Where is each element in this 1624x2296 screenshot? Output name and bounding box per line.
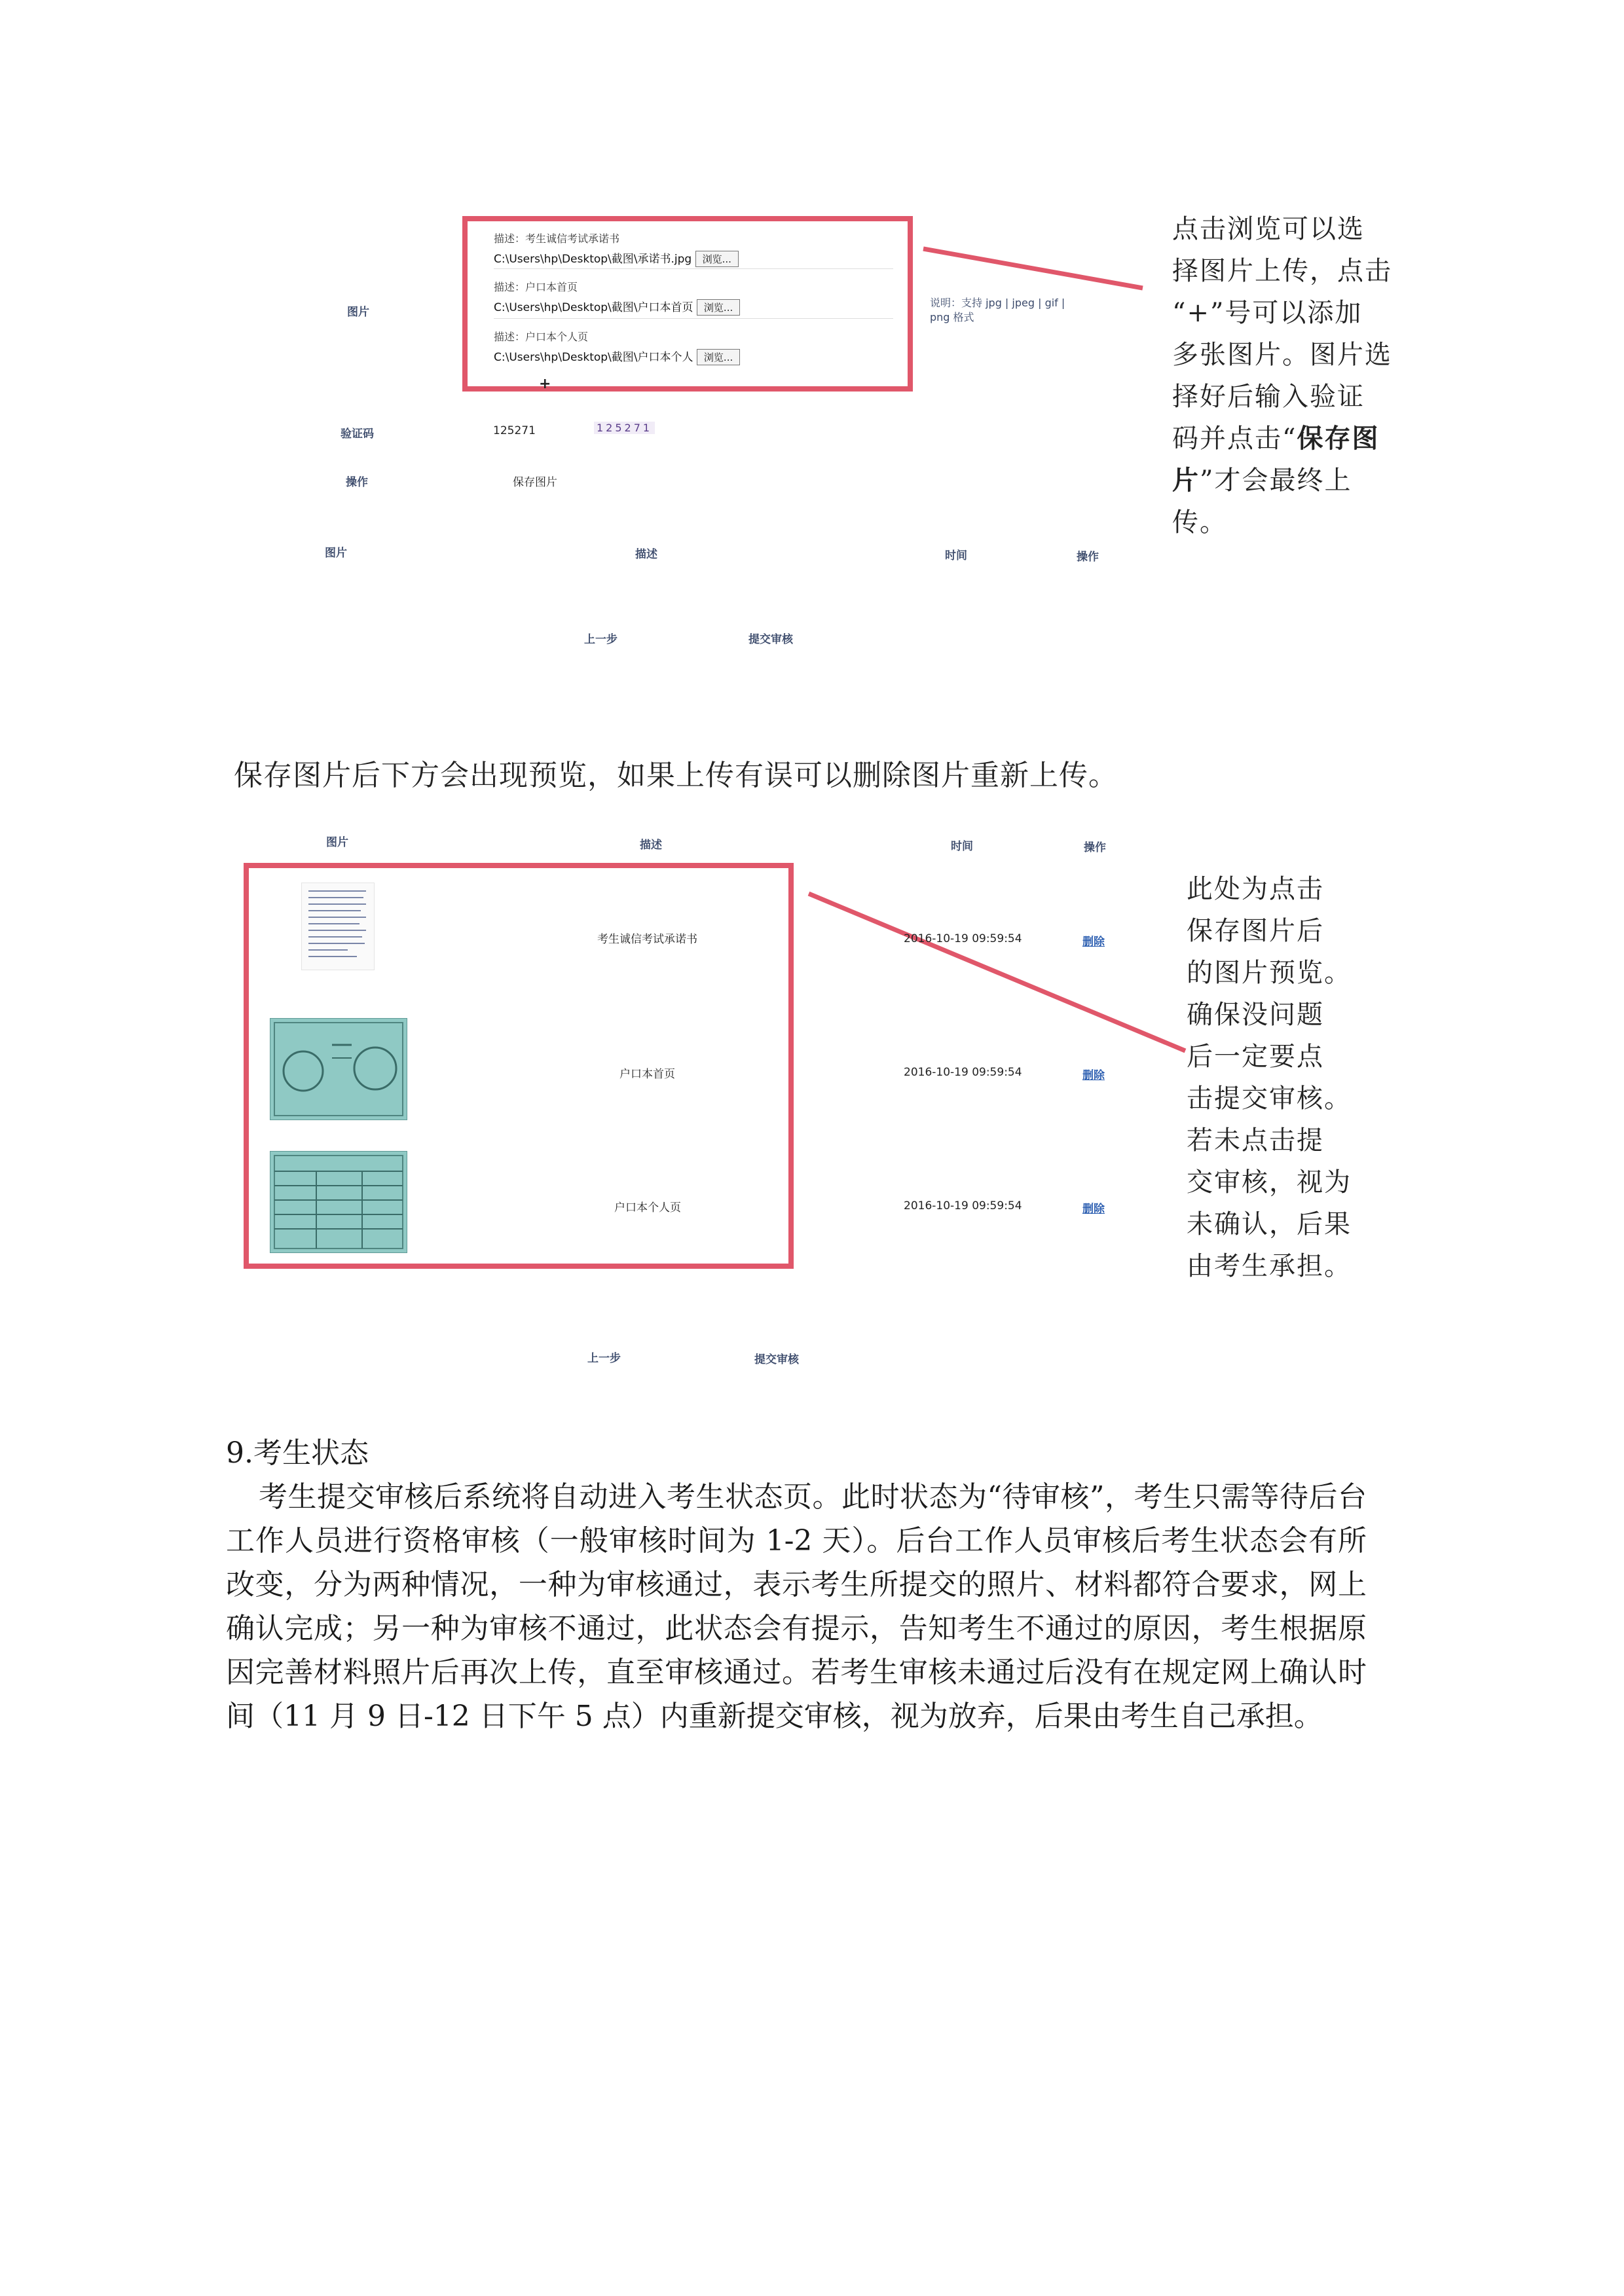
note-text: ”才会最终上 传。 [1172, 465, 1352, 538]
delete-link[interactable]: 删除 [1082, 1203, 1105, 1216]
upload-desc: 描述：户口本首页 [494, 281, 578, 293]
col-header-time: 时间 [951, 840, 973, 853]
browse-button[interactable]: 浏览... [697, 299, 740, 316]
submit-review-button[interactable]: 提交审核 [748, 633, 793, 646]
delete-link[interactable]: 删除 [1082, 936, 1105, 949]
captcha-label: 验证码 [341, 428, 374, 441]
note-bold: 片 [1172, 465, 1200, 496]
household-register-icon [270, 1019, 407, 1120]
prev-button[interactable]: 上一步 [584, 633, 618, 646]
note-preview-instructions: 此处为点击 保存图片后 的图片预览。 确保没问题 后一定要点 击提交审核。 若未点击提 交审核，视为 未确认，后果 由考生承担。 [1187, 874, 1352, 1281]
upload-path[interactable]: C:\Users\hp\Desktop\截图\户口本个人 [494, 351, 693, 364]
browse-button[interactable]: 浏览... [695, 251, 739, 267]
format-hint: 说明：支持 jpg | jpeg | gif | png 格式 [930, 297, 1065, 323]
section-title: 9.考生状态 [226, 1436, 369, 1470]
preview-desc: 户口本个人页 [614, 1201, 681, 1214]
col-header-desc: 描述 [635, 548, 657, 561]
submit-review-button[interactable]: 提交审核 [754, 1353, 799, 1366]
col-header-action: 操作 [1077, 551, 1099, 564]
delete-link[interactable]: 删除 [1082, 1069, 1105, 1082]
upload-path[interactable]: C:\Users\hp\Desktop\截图\户口本首页 [494, 301, 693, 314]
upload-desc: 描述：考生诚信考试承诺书 [494, 232, 620, 245]
browse-button[interactable]: 浏览... [697, 349, 740, 365]
col-header-desc: 描述 [640, 839, 662, 852]
action-label: 操作 [346, 476, 368, 489]
preview-desc: 考生诚信考试承诺书 [597, 933, 697, 946]
preview-time: 2016-10-19 09:59:54 [904, 932, 1022, 945]
thumbnail-pledge [301, 883, 375, 970]
thumbnail-household-front [270, 1018, 407, 1120]
upload-desc: 描述：户口本个人页 [494, 331, 589, 343]
section-paragraph: 考生提交审核后系统将自动进入考生状态页。此时状态为“待审核”，考生只需等待后台工作人员进行资格审核（一般审核时间为 1-2 天）。后台工作人员审核后考生状态会有所改变，分为两种情况，一种为审核通过，表示考生所提交的照片、材料都符合要求，网上确认完成；另一种为审核不通过，此状态会有提示，告知考生不通过的原因，考生根据原因完善材料照片后再次上传，直至审核通过。若考生审核未通过后没有在规定网上确认时间（11 月 9 日-12 日下午 5 点）内重新提交审核，视为放弃，后果由考生自己承担。 [226, 1480, 1367, 1733]
thumbnail-household-personal [270, 1151, 407, 1253]
col-header-time: 时间 [945, 549, 967, 562]
prev-button[interactable]: 上一步 [587, 1352, 621, 1365]
callout-line-bottom [809, 894, 1185, 1051]
note-upload-instructions [1172, 208, 1395, 543]
preview-time: 2016-10-19 09:59:54 [904, 1066, 1022, 1079]
add-image-plus[interactable]: + [539, 376, 551, 392]
preview-desc: 户口本首页 [619, 1068, 675, 1081]
household-page-icon [270, 1152, 407, 1252]
note-text: 点击浏览可以选 择图片上传，点击 “+”号可以添加 多张图片。图片选 择好后输入验证 码并点击“ [1172, 214, 1392, 454]
document-thumbnail-icon [302, 883, 374, 970]
image-field-label: 图片 [347, 306, 369, 319]
upload-path[interactable]: C:\Users\hp\Desktop\截图\承诺书.jpg [494, 253, 692, 266]
col-header-image: 图片 [326, 836, 348, 849]
save-image-button[interactable]: 保存图片 [513, 476, 557, 489]
col-header-image: 图片 [325, 547, 347, 560]
preview-time: 2016-10-19 09:59:54 [904, 1199, 1022, 1212]
captcha-image[interactable]: 125271 [594, 422, 655, 434]
col-header-action: 操作 [1084, 841, 1106, 854]
note-bold: 保存图 [1297, 423, 1380, 454]
captcha-input[interactable]: 125271 [493, 424, 536, 437]
callout-line-top [923, 249, 1143, 288]
caption-preview: 保存图片后下方会出现预览，如果上传有误可以删除图片重新上传。 [234, 759, 1118, 792]
